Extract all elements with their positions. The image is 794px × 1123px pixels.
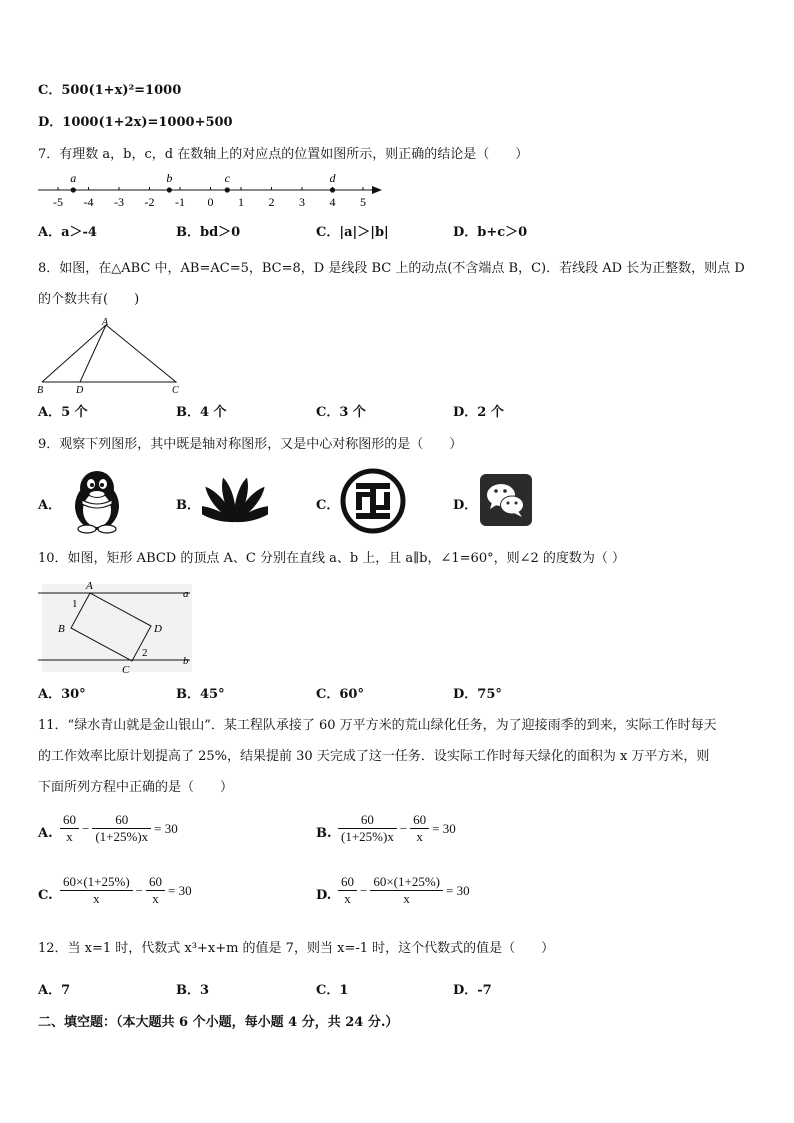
- q11-option-a-equation: $\frac{60}{x}$ − $\frac{60}{(1+25\%)x}$ = 30: [60, 812, 178, 845]
- q12-option-a: A．7: [38, 983, 71, 998]
- q11-option-d-letter: D.: [316, 888, 332, 903]
- q9-option-d: D．: [453, 498, 478, 513]
- q11-option-b-letter: B.: [316, 826, 332, 841]
- bank-logo-icon: [340, 468, 406, 534]
- label-b: B: [58, 623, 65, 635]
- tick-label: -2: [144, 195, 155, 209]
- point-label-d: d: [329, 171, 336, 185]
- q7-option-c: C．|a|＞|b|: [316, 225, 389, 240]
- tick-label: -1: [175, 195, 185, 209]
- q9-option-b: B．: [176, 498, 200, 513]
- question-11-stem-line2: 的工作效率比原计划提高了 25%，结果提前 30 天完成了这一任务．设实际工作时每天绿化的面积为 x 万平方米，则: [38, 749, 710, 764]
- section-heading-fill-in: 二、填空题：（本大题共 6 个小题，每小题 4 分，共 24 分.）: [38, 1015, 399, 1030]
- angle-1-label: 1: [72, 598, 78, 610]
- triangle-abc-figure: [34, 316, 184, 396]
- label-b: B: [37, 385, 44, 396]
- point-label-a: a: [70, 171, 77, 185]
- question-8-stem-line2: 的个数共有( ): [38, 292, 140, 307]
- question-10-stem: 10．如图，矩形 ABCD 的顶点 A、C 分别在直线 a、b 上，且 a∥b，∠1=60°，则∠2 的度数为（ ）: [38, 551, 626, 566]
- q11-option-b-equation: $\frac{60}{(1+25\%)x}$ − $\frac{60}{x}$ = 30: [338, 812, 456, 845]
- point-d: [330, 187, 335, 192]
- point-a: [71, 187, 76, 192]
- angle-2-label: 2: [142, 647, 148, 659]
- q8-option-b: B．4 个: [176, 405, 227, 420]
- label-a: A: [102, 317, 109, 328]
- tick-label: 1: [238, 195, 244, 209]
- tick-label: 4: [329, 195, 336, 209]
- label-a: A: [86, 580, 93, 592]
- label-c: C: [172, 385, 179, 396]
- label-d: D: [154, 623, 162, 635]
- option-c-prev: C．500(1+x)²=1000: [38, 83, 182, 98]
- q7-option-d: D．b+c＞0: [453, 225, 528, 240]
- huawei-logo-icon: [202, 472, 268, 528]
- question-7-stem: 7．有理数 a，b，c，d 在数轴上的对应点的位置如图所示，则正确的结论是（ ）: [38, 147, 529, 162]
- q12-option-b: B．3: [176, 983, 210, 998]
- q12-option-d: D．-7: [453, 983, 492, 998]
- tick-label: 5: [360, 195, 366, 209]
- point-label-b: b: [166, 171, 173, 185]
- option-d-prev: D．1000(1+2x)=1000+500: [38, 115, 233, 130]
- question-11-stem-line1: 11．“绿水青山就是金山银山”．某工程队承接了 60 万平方米的荒山绿化任务，为了迎接雨季的到来，实际工作时每天: [38, 718, 717, 733]
- q8-option-c: C．3 个: [316, 405, 366, 420]
- q10-option-c: C．60°: [316, 687, 364, 702]
- penguin-logo-icon: [62, 466, 132, 534]
- tick-label: -4: [83, 195, 94, 209]
- q8-option-d: D．2 个: [453, 405, 504, 420]
- tick-label: 2: [268, 195, 275, 209]
- rectangle-parallel-lines-figure: [38, 578, 198, 678]
- tick-label: -5: [53, 195, 63, 209]
- tick-label: 0: [207, 195, 214, 209]
- q7-option-a: A．a＞-4: [38, 225, 97, 240]
- q11-option-a-letter: A.: [38, 826, 53, 841]
- q10-option-d: D．75°: [453, 687, 502, 702]
- question-11-stem-line3: 下面所列方程中正确的是（ ）: [38, 780, 234, 795]
- q7-option-b: B．bd＞0: [176, 225, 241, 240]
- question-8-stem-line1: 8．如图，在△ABC 中，AB=AC=5，BC=8，D 是线段 BC 上的动点(不含端点 B，C)．若线段 AD 长为正整数，则点 D: [38, 261, 745, 276]
- wechat-logo-icon: [480, 474, 532, 526]
- question-12-stem: 12．当 x=1 时，代数式 x³+x+m 的值是 7，则当 x=-1 时，这个代数式的值是（ ）: [38, 941, 555, 956]
- number-line-figure: [36, 166, 386, 210]
- point-c: [225, 187, 230, 192]
- label-line-a: a: [183, 588, 189, 600]
- tick-label: -3: [114, 195, 124, 209]
- q12-option-c: C．1: [316, 983, 349, 998]
- q9-option-a: A．: [38, 498, 62, 513]
- q11-option-d-equation: $\frac{60}{x}$ − $\frac{60\times(1+25\%)}{x}$ = 30: [338, 874, 470, 907]
- q10-option-b: B．45°: [176, 687, 225, 702]
- q8-option-a: A．5 个: [38, 405, 88, 420]
- q9-option-c: C．: [316, 498, 340, 513]
- q11-option-c-equation: $\frac{60\times(1+25\%)}{x}$ − $\frac{60}{x}$ = 30: [60, 874, 192, 907]
- point-b: [167, 187, 172, 192]
- label-d: D: [76, 385, 84, 396]
- question-9-stem: 9．观察下列图形，其中既是轴对称图形，又是中心对称图形的是（ ）: [38, 437, 463, 452]
- point-label-c: c: [224, 171, 230, 185]
- q10-option-a: A．30°: [38, 687, 86, 702]
- label-c: C: [122, 664, 130, 676]
- tick-label: 3: [299, 195, 305, 209]
- q11-option-c-letter: C.: [38, 888, 53, 903]
- label-line-b: b: [183, 655, 189, 667]
